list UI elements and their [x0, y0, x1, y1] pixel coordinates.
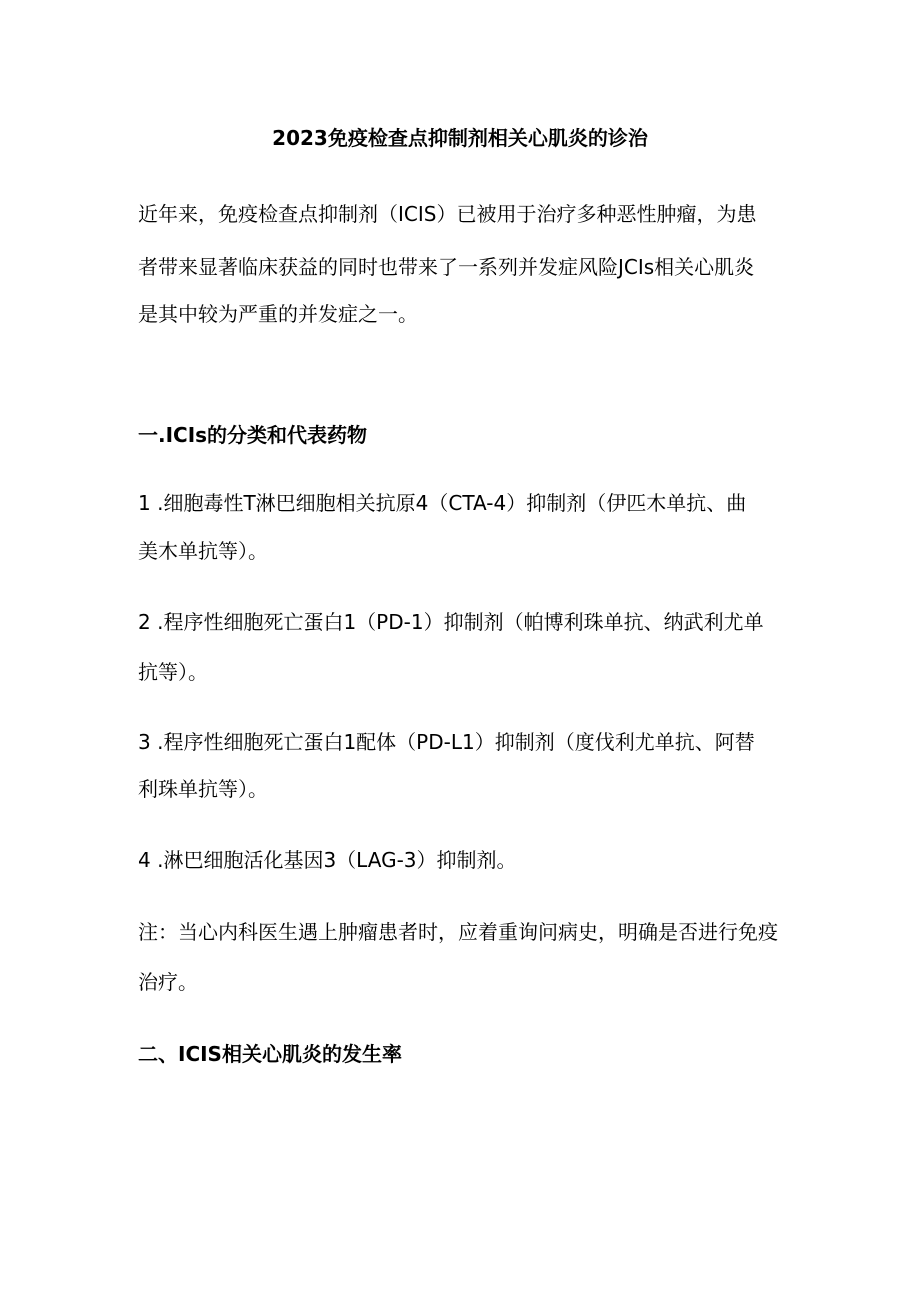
- list-item-4-line-1: 4 .淋巴细胞活化基因3（LAG-3）抑制剂。: [138, 848, 517, 872]
- list-item-3-line-1: 3 .程序性细胞死亡蛋白1配体（PD-L1）抑制剂（度伐利尤单抗、阿替: [138, 730, 755, 754]
- note-line-2: 治疗。: [138, 970, 198, 994]
- intro-line-3: 是其中较为严重的并发症之一。: [138, 302, 418, 326]
- list-item-2-line-1: 2 .程序性细胞死亡蛋白1（PD-1）抑制剂（帕博利珠单抗、纳武利尤单: [138, 610, 764, 634]
- note-line-1: 注：当心内科医生遇上肿瘤患者时，应着重询问病史，明确是否进行免疫: [138, 920, 778, 944]
- list-item-3-line-2: 利珠单抗等）。: [138, 777, 268, 801]
- list-item-1-line-1: 1 .细胞毒性T淋巴细胞相关抗原4（CTA-4）抑制剂（伊匹木单抗、曲: [138, 491, 747, 515]
- intro-line-2: 者带来显著临床获益的同时也带来了一系列并发症风险JCIs相关心肌炎: [138, 255, 755, 279]
- section-2-heading: 二、ICIS相关心肌炎的发生率: [138, 1042, 402, 1066]
- intro-line-1: 近年来，免疫检查点抑制剂（ICIS）已被用于治疗多种恶性肿瘤，为患: [138, 202, 757, 226]
- section-1-heading: 一.ICIs的分类和代表药物: [138, 423, 368, 447]
- document-title: 2023免疫检查点抑制剂相关心肌炎的诊治: [272, 126, 648, 150]
- list-item-1-line-2: 美木单抗等）。: [138, 539, 268, 563]
- list-item-2-line-2: 抗等）。: [138, 660, 208, 684]
